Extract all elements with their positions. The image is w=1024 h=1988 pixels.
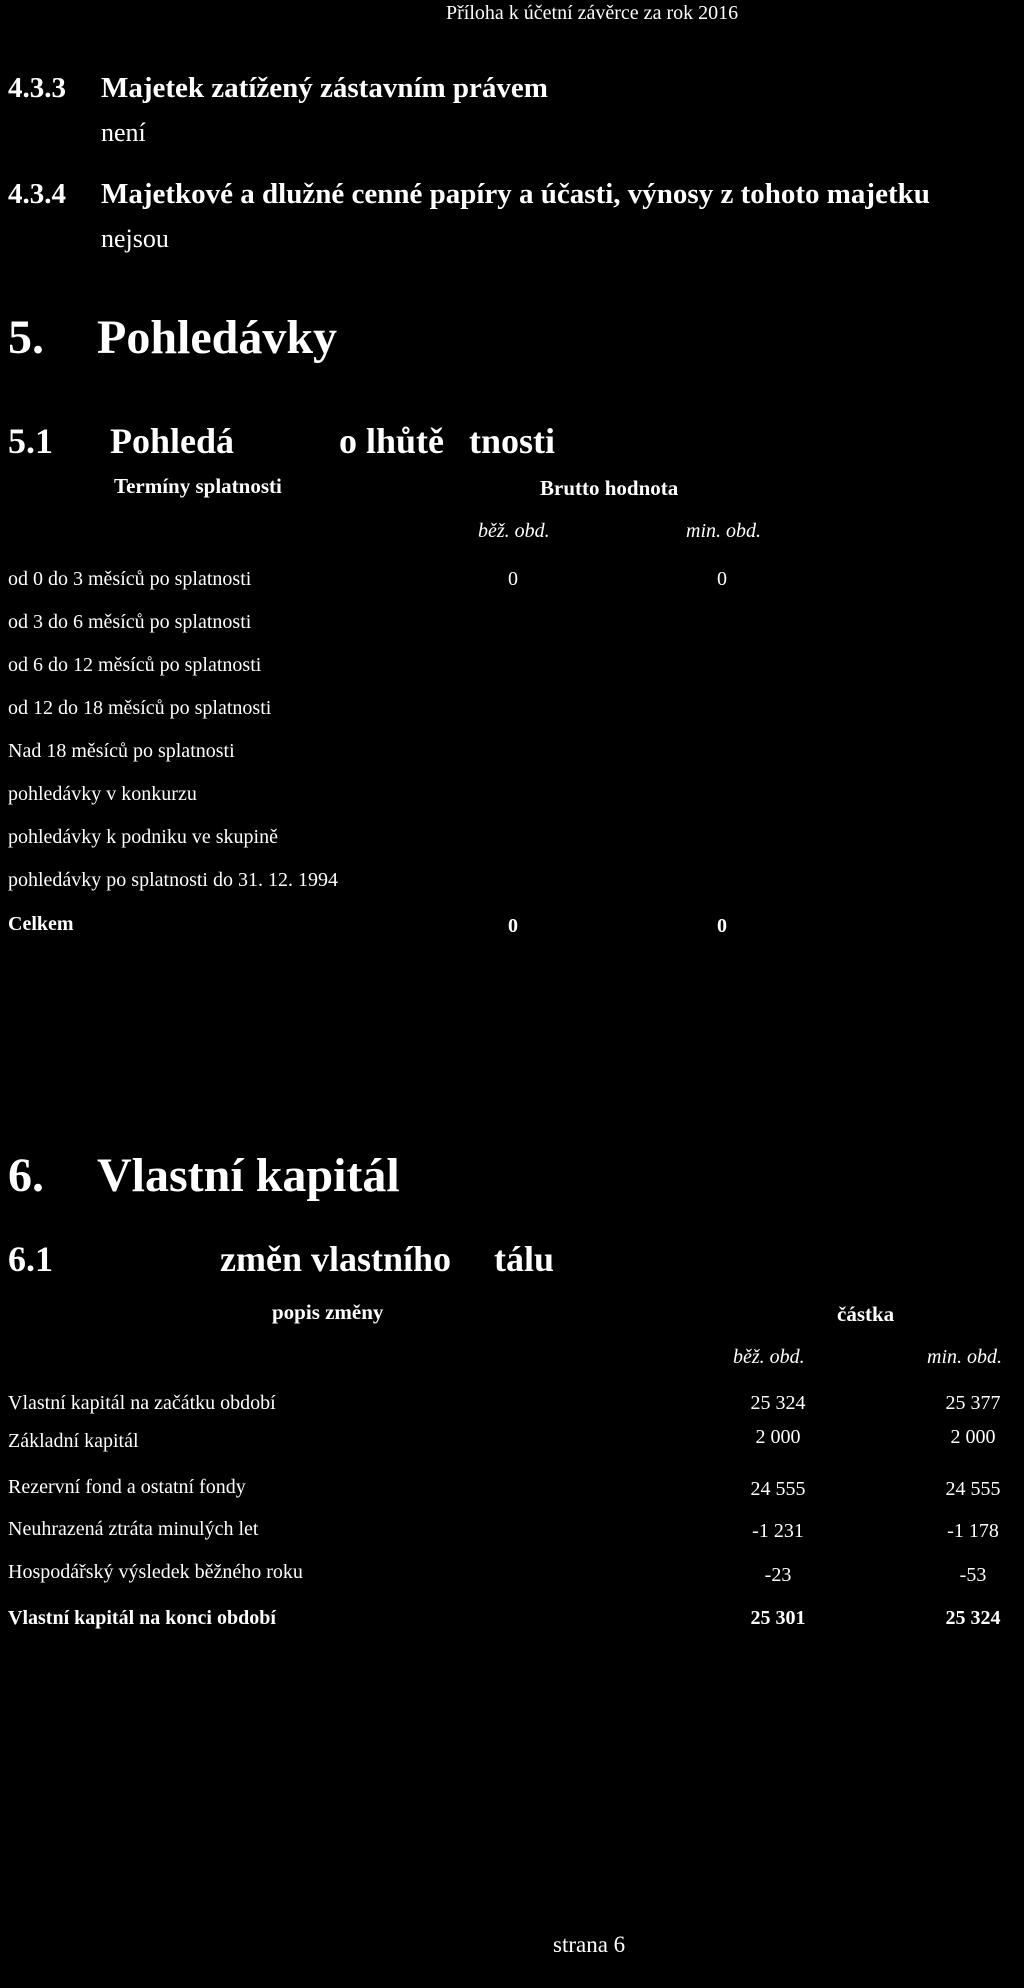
section-433-number: 4.3.3 [8,72,66,104]
table2-row-label: Základní kapitál [8,1430,139,1452]
table2-col-previous-header: min. obd. [927,1346,1002,1368]
table1-total-current: 0 [508,915,518,937]
section-5-number: 5. [8,311,44,364]
section-61-title-a: změn vlastního [220,1239,452,1279]
table1-row-label: od 6 do 12 měsíců po splatnosti [8,654,262,676]
section-51-title-c: tnosti [469,421,556,461]
section-434-title: Majetkové a dlužné cenné papíry a účasti, výnosy z tohoto majetku [101,178,930,210]
table1-row-label: od 3 do 6 měsíců po splatnosti [8,611,252,633]
table1-col-value-header: Brutto hodnota [540,476,679,500]
page-number: strana 6 [553,1932,626,1957]
table2-row-previous: -53 [959,1564,987,1586]
page-header: Příloha k účetní závěrce za rok 2016 [446,2,739,24]
table2-row-previous: 25 377 [945,1392,1001,1414]
section-6-number: 6. [8,1149,44,1202]
table2-col-current-header: běž. obd. [733,1346,805,1368]
table1-row-label: pohledávky po splatnosti do 31. 12. 1994 [8,869,338,891]
table2-row-label: Vlastní kapitál na začátku období [8,1392,276,1414]
table2-row-previous: 24 555 [945,1478,1001,1500]
table2-row-current: -23 [764,1564,792,1586]
table2-row-current: 25 324 [750,1392,806,1414]
section-51-number: 5.1 [8,421,53,461]
table2-row-current: 24 555 [750,1478,806,1500]
table1-row-label: Nad 18 měsíců po splatnosti [8,740,235,762]
table2-row-previous: 2 000 [950,1426,996,1448]
section-433-title: Majetek zatížený zástavním právem [101,72,548,104]
section-6-title: Vlastní kapitál [97,1149,400,1202]
table1-row-current: 0 [508,568,518,590]
table1-col-current-header: běž. obd. [478,520,550,542]
table2-row-current: -1 231 [752,1520,804,1542]
table2-row-label: Rezervní fond a ostatní fondy [8,1476,246,1498]
table1-total-previous: 0 [717,915,727,937]
section-51-title-a: Pohledá [110,421,235,461]
table2-col-label-header: popis změny [272,1300,384,1324]
table2-total-label: Vlastní kapitál na konci období [8,1607,276,1629]
table1-total-label: Celkem [8,913,74,935]
table2-total-current: 25 301 [750,1607,806,1629]
table2-row-label: Neuhrazená ztráta minulých let [8,1518,259,1540]
table1-row-label: od 12 do 18 měsíců po splatnosti [8,697,272,719]
section-61-title-b: tálu [494,1239,555,1279]
table2-row-current: 2 000 [755,1426,801,1448]
table1-col-previous-header: min. obd. [686,520,761,542]
table2-row-label: Hospodářský výsledek běžného roku [8,1561,303,1583]
section-5-title: Pohledávky [97,311,338,364]
table1-col-label-header: Termíny splatnosti [114,474,282,498]
table1-row-label: pohledávky v konkurzu [8,783,197,805]
section-433-value: není [101,118,146,147]
section-61-number: 6.1 [8,1239,53,1279]
section-434-number: 4.3.4 [8,178,66,210]
section-434-value: nejsou [101,224,169,253]
table1-row-label: od 0 do 3 měsíců po splatnosti [8,568,252,590]
table2-total-previous: 25 324 [945,1607,1001,1629]
table1-row-previous: 0 [717,568,727,590]
table2-col-value-header: částka [837,1302,895,1326]
table1-row-label: pohledávky k podniku ve skupině [8,826,278,848]
section-51-title-b: o lhůtě [339,421,445,461]
table2-row-previous: -1 178 [947,1520,999,1542]
